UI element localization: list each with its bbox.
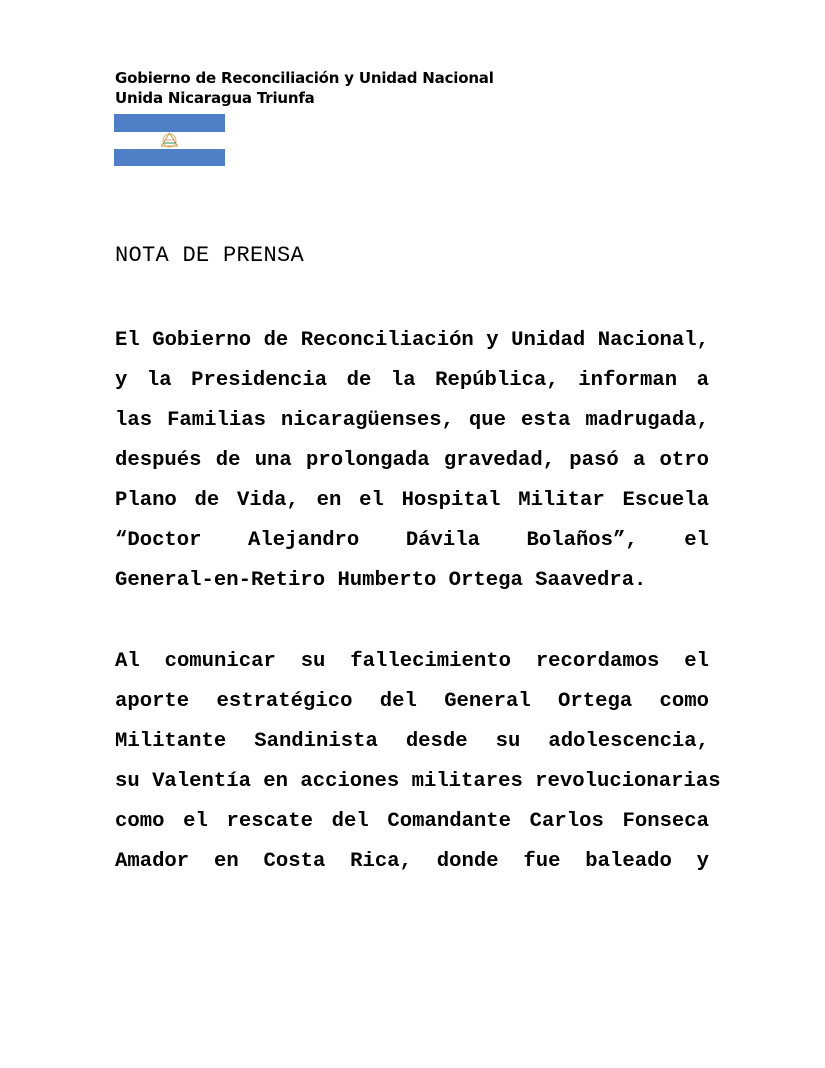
paragraph-tribute — [115, 642, 721, 882]
text-line: Amador en Costa Rica, donde fue baleado y — [115, 850, 709, 873]
text-line: las Familias nicaragüenses, que esta madrugada, — [115, 409, 709, 432]
text-line: aporte estratégico del General Ortega como — [115, 690, 709, 713]
text-line: El Gobierno de Reconciliación y Unidad Nacional, — [115, 329, 709, 352]
text-line: como el rescate del Comandante Carlos Fonseca — [115, 810, 709, 833]
government-name: Gobierno de Reconciliación y Unidad Nacional — [115, 69, 494, 87]
text-line: Plano de Vida, en el Hospital Militar Escuela — [115, 489, 709, 512]
press-release-title: NOTA DE PRENSA — [115, 243, 305, 268]
text-line: “Doctor Alejandro Dávila Bolaños”, el — [115, 529, 709, 552]
text-line: y la Presidencia de la República, informan a — [115, 369, 709, 392]
letterhead — [115, 68, 494, 108]
nicaragua-flag-icon — [114, 114, 225, 166]
text-line: después de una prolongada gravedad, pasó a otro — [115, 449, 709, 472]
government-slogan: Unida Nicaragua Triunfa — [115, 89, 315, 107]
text-line: Militante Sandinista desde su adolescencia, — [115, 730, 709, 753]
text-line: su Valentía en acciones militares revolucionarias — [115, 770, 721, 793]
paragraph-announcement — [115, 321, 709, 601]
text-line: General-en-Retiro Humberto Ortega Saavedra. — [115, 569, 647, 592]
text-line: Al comunicar su fallecimiento recordamos el — [115, 650, 709, 673]
